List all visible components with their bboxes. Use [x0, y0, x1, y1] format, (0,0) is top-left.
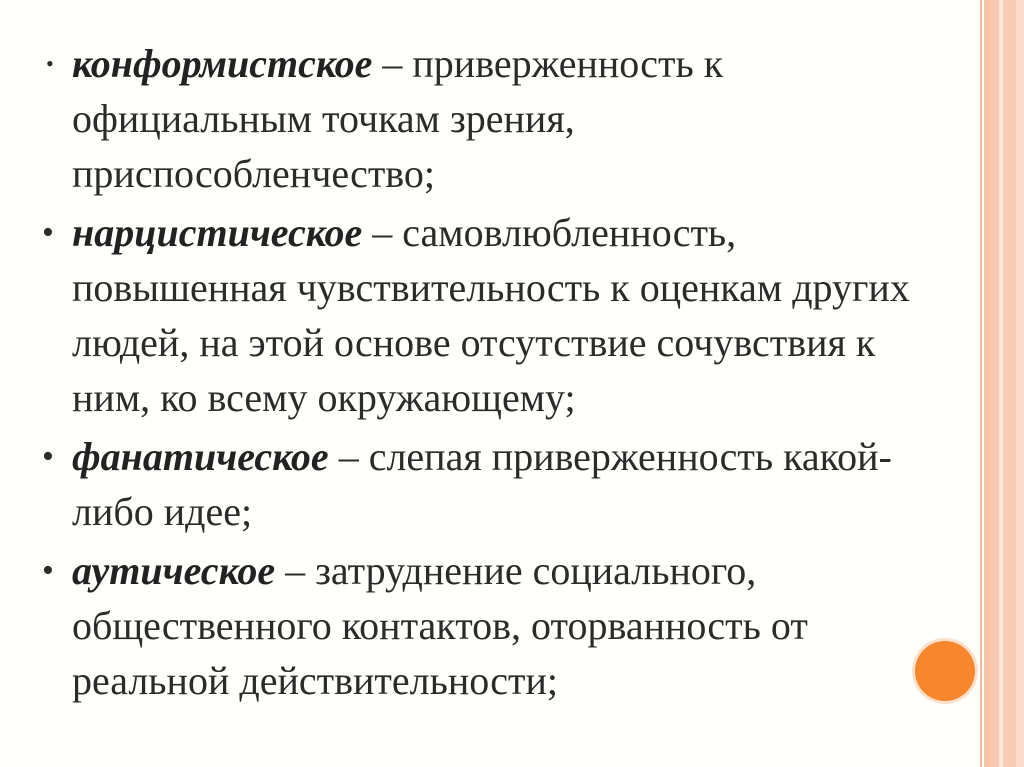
- bullet-marker: •: [42, 552, 54, 589]
- decor-stripe: [980, 0, 982, 767]
- bullet-marker: •: [42, 438, 54, 475]
- definition-conformist: – приверженность к официальным точкам зрения, приспособленчество;: [72, 41, 724, 196]
- term-autistic: аутическое: [72, 548, 276, 593]
- bullet-marker: •: [42, 214, 54, 251]
- decor-stripe: [1003, 0, 1016, 767]
- definition-fanatic: – слепая приверженность какой-либо идее;: [72, 434, 892, 534]
- bullet-marker: •: [46, 51, 54, 76]
- term-narcissistic: нарцистическое: [72, 210, 363, 255]
- term-fanatic: фанатическое: [72, 434, 329, 479]
- list-item-conformist: [38, 36, 938, 201]
- term-conformist: конформистское: [72, 41, 373, 86]
- bullet-list: [38, 36, 938, 712]
- list-item-autistic: [38, 543, 938, 708]
- definition-autistic: – затруднение социального, общественного контактов, оторванность от реальной действительности;: [72, 548, 808, 703]
- definition-narcissistic: – самовлюбленность, повышенная чувствительность к оценкам других людей, на этой основе отсутствие сочувствия к ним, ко всему окружающему;: [72, 210, 910, 420]
- list-item-fanatic: [38, 429, 938, 539]
- decor-stripe: [990, 0, 999, 767]
- list-item-narcissistic: [38, 205, 938, 425]
- decor-stripe: [1016, 0, 1024, 767]
